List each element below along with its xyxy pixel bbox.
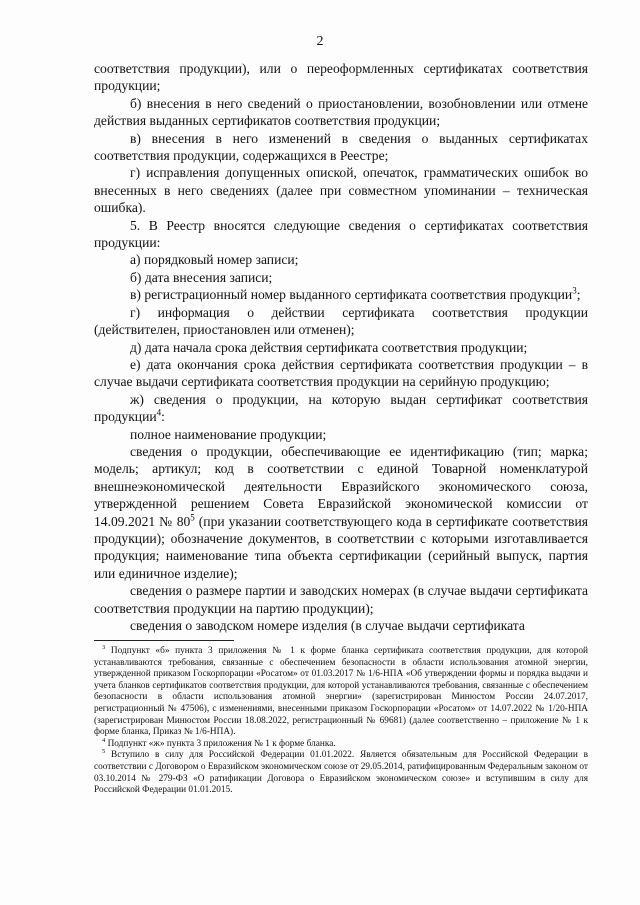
list-item-e: е) дата окончания срока действия сертификата соответствия продукции – в случае выдачи сертификата соответствия продукции на серийную продукцию; xyxy=(94,356,588,390)
paragraph-serial-number: сведения о заводском номере изделия (в случае выдачи сертификата xyxy=(130,618,525,633)
footnote-ref-4: 4 xyxy=(156,407,162,418)
paragraph-full-name: полное наименование продукции; xyxy=(130,426,327,442)
body-text xyxy=(94,60,588,634)
footnotes xyxy=(94,643,588,797)
list-item-v: в) регистрационный номер выданного сертификата соответствия продукции$^3$; xyxy=(130,285,581,303)
footnote-ref-5: 5 xyxy=(190,512,195,523)
paragraph-identification-text: сведения о продукции, обеспечивающие ее идентификацию (тип; марка; модель; артикул; код в соответствии с единой Товарной номенклатурой внешнеэкономической деятельности Евразийского экономического союза, утвержденной решением Совета Евразийской экономической комиссии от 14.09.2021 № 80 xyxy=(94,443,588,529)
paragraph-batch: сведения о размере партии и заводских номерах (в случае выдачи сертификата соответствия продукции на партию продукции); xyxy=(94,583,588,616)
footnote-4-text: Подпункт «ж» пункта 3 приложения № 1 к форме бланка. xyxy=(107,738,336,749)
list-item-b: б) дата внесения записи; xyxy=(130,269,273,285)
footnote-marker-5: 5 xyxy=(102,748,106,756)
paragraph-identification-tail: (при указании соответствующего кода в сертификате соответствия продукции); обозначение документов, в соответствии с которыми изготавливается продукция; наименование типа объекта сертификации (серийный выпуск, партия или единичное изделие); xyxy=(94,513,588,581)
footnote-divider xyxy=(94,640,234,641)
footnote-3-text: Подпункт «б» пункта 3 приложения № 1 к форме бланка сертификата соответствия продукции, для которой устанавливаются требования, связанные с обеспечением безопасности в области использования атомной энергии, утвержденной приказом Госкорпорации «Росатом» от 01.03.2017 № 1/6-НПА «Об утверждении формы и порядка выдачи и учета бланков сертификатов соответствия продукции, для которой устанавливаются требования, связанные с обеспечением безопасности в области использования атомной энергии» (зарегистрирован Минюстом России 24.07.2017, регистрационный № 47506), с изменениями, внесенными приказом Госкорпорации «Росатом» от 14.07.2022 № 1/20-НПА (зарегистрирован Минюстом России 18.08.2022, регистрационный № 69681) (далее соответственно – приложение № 1 к форме бланка, Приказ № 1/6-НПА). xyxy=(94,646,588,738)
paragraph-identification xyxy=(94,443,588,582)
footnote-5 xyxy=(94,750,588,796)
list-item-zh: ж) сведения о продукции, на которую выдан сертификат соответствия продукции$^4$: xyxy=(94,391,588,425)
footnote-5-text: Вступило в силу для Российской Федерации 01.01.2022. Является обязательным для Российской Федерации в соответствии с Договором о Евразийском экономическом союзе от 29.05.2014, ратифицированным Федеральным законом от 03.10.2014 № 279-ФЗ «О ратификации Договора о Евразийском экономическом союзе» и вступившим в силу для Российской Федерации 01.01.2015. xyxy=(94,750,588,796)
list-item-g: г) информация о действии сертификата соответствия продукции (действителен, приостановлен или отменен); xyxy=(94,304,588,338)
list-item-v-text: в) регистрационный номер выданного сертификата соответствия продукции xyxy=(130,287,573,303)
footnote-4 xyxy=(94,736,588,751)
list-item-zh-text: ж) сведения о продукции, на которую выдан сертификат соответствия продукции xyxy=(94,391,588,425)
footnote-3 xyxy=(94,643,588,739)
footnote-marker-3: 3 xyxy=(102,643,106,651)
footnote-marker-4: 4 xyxy=(102,736,106,744)
paragraph-item-v: в) внесения в него изменений в сведения о выданных сертификатах соответствия продукции, содержащихся в Реестре; xyxy=(94,130,588,164)
paragraph-item-b: б) внесения в него сведений о приостановлении, возобновлении или отмене действия выданных сертификатов соответствия продукции; xyxy=(94,95,588,129)
page-number: 2 xyxy=(316,34,324,49)
list-item-a: а) порядковый номер записи; xyxy=(130,252,299,268)
footnote-ref-3: 3 xyxy=(572,285,577,296)
paragraph-section-5: 5. В Реестр вносятся следующие сведения о сертификатах соответствия продукции: xyxy=(94,217,588,251)
paragraph-continuation: соответствия продукции), или о переоформленных сертификатах соответствия продукции; xyxy=(94,61,588,94)
list-item-d: д) дата начала срока действия сертификата соответствия продукции; xyxy=(130,339,528,355)
paragraph-item-g: г) исправления допущенных опиской, опечаток, грамматических ошибок во внесенных в него сведениях (далее при совместном упоминании – техническая ошибка). xyxy=(94,165,588,216)
